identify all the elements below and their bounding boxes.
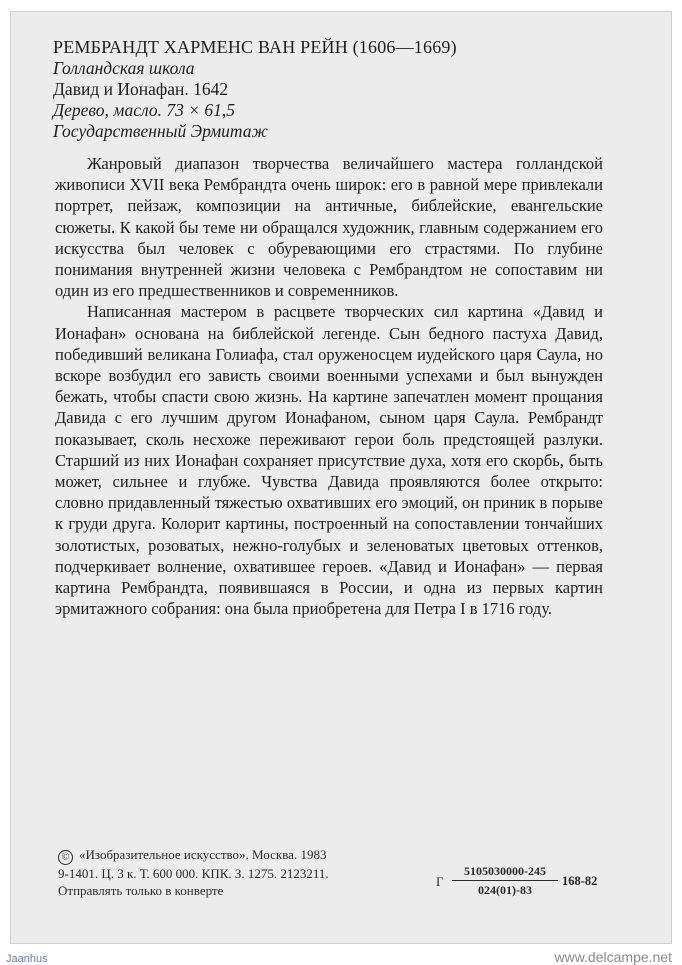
- medium-label: Дерево, масло. 73 × 61,5: [53, 100, 235, 120]
- museum-label: Государственный Эрмитаж: [53, 121, 268, 141]
- school-label: Голландская школа: [53, 58, 195, 78]
- seller-watermark: Jaanhus: [6, 953, 48, 965]
- catalog-code-prefix: Г: [436, 874, 444, 889]
- artwork-header: [53, 37, 633, 142]
- publisher-text: «Изобразительное искусство». Москва. 1983: [79, 847, 327, 862]
- description-paragraph: Написанная мастером в расцвете творческих сил картина «Давид и Ионафан» основана на библейской легенде. Сын бедного пастуха Давид, победивший великана Голиафа, стал оруженосцем иудейского царя Саула, но вскоре возбудил его зависть своими военными успехами и был вынужден бежать, чтобы спасти свою жизнь. На картине запечатлен момент прощания Давида с его лучшим другом Ионафаном, сыном царя Саула. Рембрандт показывает, сколь несхоже переживают герои боль предстоящей разлуки. Старший из них Ионафан сохраняет присутствие духа, хотя его скорбь, быть может, сильнее и глубже. Чувства Давида проявляются более открыто: словно придавленный тяжестью охвативших его эмоций, он приник в порыве к груди друга. Колорит картины, построенный на сопоставлении тончайших золотистых, розоватых, нежно-голубых и зеленоватых цветовых оттенков, подчеркивает волнение, охватившее героев. «Давид и Ионафан» — первая картина Рембрандта, появившаяся в России, и одна из первых картин эрмитажного собрания: она была приобретена для Петра I в 1716 году.: [55, 302, 603, 619]
- mailing-note: Отправлять только в конверте: [58, 883, 224, 898]
- description-paragraph: Жанровый диапазон творчества величайшего мастера голландской живописи XVII века Рембрандта очень широк: его в равной мере привлекали портрет, пейзаж, композиции на античные, библейские, евангельские сюжеты. К какой бы теме ни обращался художник, главным содержанием его искусства был человек с обуревающими его страстями. По глубине понимания внутренней жизни человека с Рембрандтом не сопоставим ни один из его предшественников и современников.: [55, 154, 603, 301]
- site-watermark: www.delcampe.net: [554, 949, 672, 965]
- description-text: [55, 153, 603, 619]
- catalog-code-suffix: 168-82: [562, 874, 598, 888]
- copyright-icon: ©: [58, 850, 73, 865]
- painting-title: Давид и Ионафан. 1642: [53, 79, 229, 99]
- catalog-code-denominator: 024(01)-83: [478, 883, 532, 897]
- catalog-code-fraction: [452, 863, 558, 898]
- catalog-code: [436, 863, 616, 903]
- catalog-code-numerator: 5105030000-245: [452, 863, 558, 881]
- publication-info: [58, 846, 428, 899]
- publisher-line: [58, 846, 428, 865]
- artist-name: РЕМБРАНДТ ХАРМЕНС ВАН РЕЙН (1606—1669): [53, 37, 457, 57]
- print-info: 9-1401. Ц. 3 к. Т. 600 000. КПК. З. 1275. 2123211.: [58, 866, 329, 881]
